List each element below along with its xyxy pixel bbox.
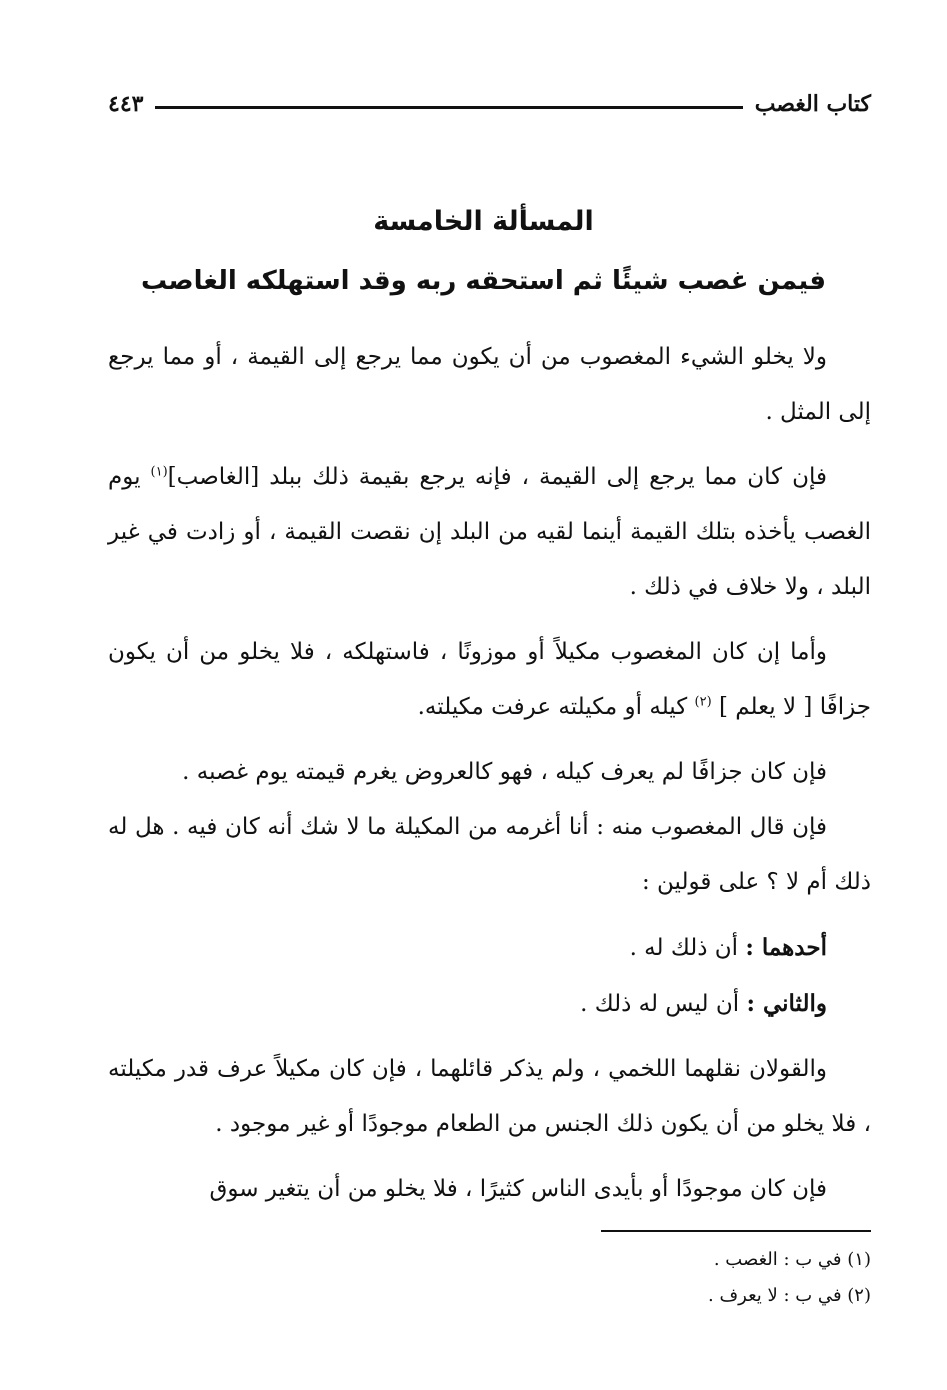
paragraph-2-part-b: يوم الغصب يأخذه بتلك القيمة أينما لقيه من البلد إن نقصت القيمة ، أو زادت في غير البلد ، ولا خلاف في ذلك . bbox=[108, 464, 871, 600]
section-title: المسألة الخامسة bbox=[373, 206, 594, 237]
opinion-1-label: أحدهما : bbox=[745, 934, 827, 961]
footnote-1: (١) في ب : الغصب . bbox=[713, 1249, 871, 1270]
running-title: كتاب الغصب bbox=[754, 91, 871, 117]
paragraph-2 bbox=[108, 450, 871, 615]
paragraph-3-part-b: كيله أو مكيلته عرفت مكيلته. bbox=[417, 694, 695, 720]
footnote-ref-1: (١) bbox=[150, 464, 168, 480]
paragraph-2-part-a: فإن كان مما يرجع إلى القيمة ، فإنه يرجع بقيمة ذلك ببلد [الغاصب] bbox=[167, 464, 828, 490]
footnote-rule bbox=[601, 1230, 871, 1232]
paragraph-4: فإن كان جزافًا لم يعرف كيله ، فهو كالعروض يغرم قيمته يوم غصبه . bbox=[182, 759, 827, 785]
opinion-1-text: أن ذلك له . bbox=[629, 935, 746, 961]
paragraph-3-part-a: وأما إن كان المغصوب مكيلاً أو موزونًا ، فاستهلكه ، فلا يخلو من أن يكون جزافًا [ لا يعلم ] bbox=[108, 639, 871, 720]
paragraph-9: فإن كان موجودًا أو بأيدى الناس كثيرًا ، فلا يخلو من أن يتغير سوق bbox=[209, 1176, 827, 1202]
opinion-2-label: والثاني : bbox=[746, 990, 827, 1017]
opinion-2-text: أن ليس له ذلك . bbox=[580, 991, 747, 1017]
paragraph-7 bbox=[108, 976, 871, 1032]
footnote-2: (٢) في ب : لا يعرف . bbox=[708, 1285, 871, 1306]
paragraph-8: والقولان نقلهما اللخمي ، ولم يذكر قائلهما ، فإن كان مكيلاً عرف قدر مكيلته ، فلا يخلو من أن يكون ذلك الجنس من الطعام موجودًا أو غير موجود . bbox=[108, 1056, 871, 1137]
section-subtitle: فيمن غصب شيئًا ثم استحقه ربه وقد استهلكه الغاصب bbox=[140, 266, 827, 296]
footnote-ref-2: (٢) bbox=[694, 694, 712, 710]
paragraph-5: فإن قال المغصوب منه : أنا أغرمه من المكيلة ما لا شك أنه كان فيه . هل له ذلك أم لا ؟ على قولين : bbox=[108, 814, 871, 895]
page-number: ٤٤٣ bbox=[108, 91, 144, 117]
paragraph-6 bbox=[108, 920, 871, 976]
paragraph-3 bbox=[108, 625, 871, 735]
header-rule bbox=[155, 106, 742, 109]
paragraph-1: ولا يخلو الشيء المغصوب من أن يكون مما يرجع إلى القيمة ، أو مما يرجع إلى المثل . bbox=[108, 344, 871, 425]
body-text bbox=[108, 330, 871, 1227]
footnotes bbox=[108, 1242, 871, 1314]
running-header bbox=[108, 86, 871, 122]
